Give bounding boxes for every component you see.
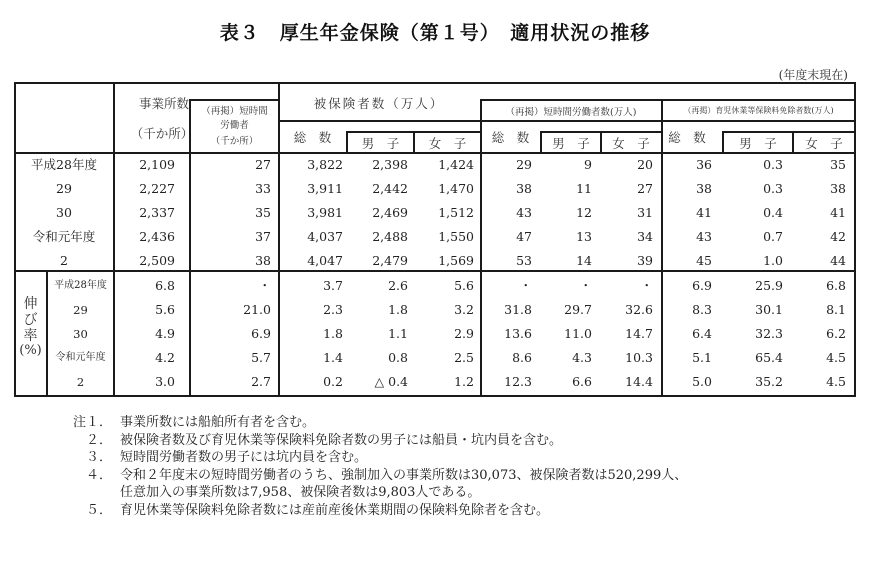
note-item [60, 502, 687, 520]
cell-cc-female: 38 [830, 181, 846, 196]
cell-cc-female: 44 [830, 253, 846, 268]
note-number: ４． [85, 467, 112, 483]
cell-st-female: 14.4 [625, 374, 653, 389]
note-text: 令和２年度末の短時間労働者のうち、強制加入の事業所数は30,073、被保険者数は520,299人、 [120, 467, 688, 483]
cell-cc-total: 38 [696, 181, 712, 196]
row-year-label: 30 [73, 327, 88, 341]
cell-cc-total: 5.0 [692, 374, 712, 389]
note-text: 短時間労働者数の男子には坑内員を含む。 [120, 450, 368, 465]
cell-cc-male: 1.0 [763, 253, 783, 268]
row-year-label: 平成28年度 [54, 280, 107, 291]
note-number: ５． [85, 502, 112, 518]
cell-ins-total: 3,822 [307, 157, 343, 172]
cell-offices: 4.9 [155, 326, 175, 341]
cell-cc-total: 5.1 [692, 350, 712, 365]
cell-offices: 2,436 [139, 229, 175, 244]
header-st-offices-l2: 労働者 [220, 120, 249, 131]
cell-ins-female: 1,470 [438, 181, 474, 196]
header-cc-total: 総 数 [668, 130, 706, 145]
note-number [60, 484, 120, 502]
cell-st-total: 53 [516, 253, 532, 268]
header-insured: 被保険者数（万人） [313, 96, 445, 111]
cell-st-offices: 6.9 [251, 326, 271, 341]
cell-st-offices: 35 [255, 205, 271, 220]
cell-ins-female: 1,424 [438, 157, 474, 172]
cell-ins-total: 3,981 [307, 205, 343, 220]
cell-st-male: 14 [576, 253, 592, 268]
cell-ins-male: 2,469 [372, 205, 408, 220]
cell-ins-male: 2,488 [372, 229, 408, 244]
row-year-label: 平成28年度 [31, 157, 97, 172]
cell-st-offices: ・ [258, 278, 271, 293]
header-st-female: 女 子 [612, 136, 650, 151]
cell-st-total: 43 [516, 205, 532, 220]
cell-cc-male: 25.9 [755, 278, 783, 293]
note-item [60, 432, 687, 450]
cell-cc-male: 32.3 [755, 326, 783, 341]
cell-ins-female: 3.2 [454, 302, 474, 317]
header-offices-unit: （千か所） [130, 126, 194, 141]
cell-ins-male: 0.8 [388, 350, 408, 365]
cell-ins-male: 2,479 [372, 253, 408, 268]
cell-st-total: 38 [516, 181, 532, 196]
cell-cc-male: 35.2 [755, 374, 783, 389]
cell-st-male: 11 [576, 181, 592, 196]
cell-offices: 6.8 [155, 278, 175, 293]
cell-st-male: ・ [579, 278, 592, 293]
page-title: 表３ 厚生年金保険（第１号） 適用状況の推移 [219, 22, 651, 44]
cc-mf-box-top [722, 131, 856, 133]
cell-ins-male: 2,398 [372, 157, 408, 172]
cell-st-offices: 38 [255, 253, 271, 268]
cell-cc-male: 0.3 [763, 157, 783, 172]
cell-st-offices: 33 [255, 181, 271, 196]
cell-st-male: 11.0 [564, 326, 592, 341]
cell-cc-female: 41 [830, 205, 846, 220]
cell-ins-female: 1.2 [454, 374, 474, 389]
cell-st-female: 34 [637, 229, 653, 244]
cell-st-male: 12 [576, 205, 592, 220]
note-text: 事業所数には船舶所有者を含む。 [120, 415, 316, 430]
table-border-bottom [14, 395, 856, 397]
growth-label-2: び [23, 312, 38, 328]
st-workers-box-top [480, 99, 856, 101]
cell-cc-female: 6.8 [826, 278, 846, 293]
cell-st-male: 29.7 [564, 302, 592, 317]
cell-cc-male: 30.1 [755, 302, 783, 317]
cell-ins-female: 1,569 [438, 253, 474, 268]
row-year-label: 令和元年度 [32, 229, 96, 244]
growth-label-3: 率 [23, 328, 38, 344]
cell-cc-female: 6.2 [826, 326, 846, 341]
cell-ins-male: △ 0.4 [374, 374, 408, 389]
cell-ins-male: 2,442 [372, 181, 408, 196]
cell-ins-total: 4,047 [307, 253, 343, 268]
cell-ins-total: 3,911 [307, 181, 343, 196]
cell-offices: 2,509 [139, 253, 175, 268]
cell-offices: 2,109 [139, 157, 175, 172]
cell-cc-female: 42 [830, 229, 846, 244]
insured-subheader-line [278, 120, 856, 122]
cell-ins-female: 1,550 [438, 229, 474, 244]
cell-st-female: 32.6 [625, 302, 653, 317]
cell-offices: 4.2 [155, 350, 175, 365]
row-year-label: 30 [56, 205, 72, 220]
cell-st-offices: 37 [255, 229, 271, 244]
note-item [60, 467, 687, 485]
cell-st-female: 27 [637, 181, 653, 196]
cell-st-total: ・ [519, 278, 532, 293]
cell-ins-total: 0.2 [323, 374, 343, 389]
cell-ins-total: 1.8 [323, 326, 343, 341]
note-number: ３． [85, 450, 112, 465]
note-text: 任意加入の事業所数は7,958、被保険者数は9,803人である。 [120, 485, 481, 500]
cell-st-female: 39 [637, 253, 653, 268]
cell-ins-total: 1.4 [323, 350, 343, 365]
cell-st-total: 31.8 [504, 302, 532, 317]
header-short-time-workers: （再掲）短時間労働者数(万人) [505, 107, 637, 118]
note-item [60, 484, 687, 502]
cell-st-female: 20 [637, 157, 653, 172]
cell-st-male: 4.3 [572, 350, 592, 365]
header-ins-total: 総 数 [293, 130, 332, 145]
cell-st-male: 13 [576, 229, 592, 244]
cell-ins-total: 2.3 [323, 302, 343, 317]
cell-offices: 5.6 [155, 302, 175, 317]
table-border-top [14, 82, 856, 84]
cell-cc-total: 43 [696, 229, 712, 244]
row-year-label: 2 [76, 375, 85, 389]
note-number: ２． [85, 432, 112, 448]
growth-label-4: (%) [19, 343, 42, 358]
notes-section [60, 414, 687, 519]
cell-ins-male: 1.8 [388, 302, 408, 317]
cell-st-offices: 21.0 [243, 302, 271, 317]
cell-st-offices: 2.7 [251, 374, 271, 389]
cell-cc-female: 8.1 [826, 302, 846, 317]
cell-st-female: 14.7 [625, 326, 653, 341]
header-cc-male: 男 子 [739, 136, 777, 151]
cell-ins-female: 2.9 [454, 326, 474, 341]
cell-st-female: 31 [637, 205, 653, 220]
cell-offices: 2,337 [139, 205, 175, 220]
header-st-male: 男 子 [552, 136, 590, 151]
row-year-label: 2 [60, 253, 68, 268]
cell-st-total: 12.3 [504, 374, 532, 389]
cell-cc-female: 35 [830, 157, 846, 172]
header-childcare-exempt: （再掲）育児休業等保険料免除者数(万人) [683, 106, 834, 115]
note-number: 注１． [72, 415, 112, 430]
header-ins-male: 男 子 [361, 136, 400, 151]
header-st-offices-l3: （千か所） [210, 136, 259, 147]
header-offices: 事業所数 [138, 96, 189, 111]
header-divider [14, 152, 856, 154]
cell-offices: 2,227 [139, 181, 175, 196]
note-item [60, 414, 687, 432]
cell-cc-total: 6.4 [692, 326, 712, 341]
cell-cc-total: 6.9 [692, 278, 712, 293]
as-of-note: (年度末現在) [778, 68, 848, 82]
header-st-total: 総 数 [491, 130, 530, 145]
cell-st-female: 10.3 [625, 350, 653, 365]
cell-ins-male: 2.6 [388, 278, 408, 293]
cell-cc-male: 0.3 [763, 181, 783, 196]
row-year-label: 29 [73, 303, 88, 317]
header-cc-female: 女 子 [805, 136, 843, 151]
cell-ins-total: 4,037 [307, 229, 343, 244]
cell-cc-total: 8.3 [692, 302, 712, 317]
cell-st-offices: 5.7 [251, 350, 271, 365]
cell-cc-total: 36 [696, 157, 712, 172]
cell-offices: 3.0 [155, 374, 175, 389]
section-divider [14, 270, 856, 272]
cell-st-total: 8.6 [512, 350, 532, 365]
cell-st-male: 9 [584, 157, 592, 172]
note-text: 育児休業等保険料免除者数には産前産後休業期間の保険料免除者を含む。 [120, 502, 550, 518]
cell-cc-male: 0.4 [763, 205, 783, 220]
cell-cc-male: 65.4 [755, 350, 783, 365]
cell-cc-male: 0.7 [763, 229, 783, 244]
growth-label-1: 伸 [23, 296, 38, 312]
cell-cc-female: 4.5 [826, 350, 846, 365]
cell-cc-total: 41 [696, 205, 712, 220]
cell-st-total: 13.6 [504, 326, 532, 341]
row-year-label: 令和元年度 [55, 352, 106, 363]
row-year-label: 29 [56, 181, 72, 196]
cell-st-offices: 27 [255, 157, 271, 172]
table-border-right [854, 82, 856, 397]
cell-st-total: 47 [516, 229, 532, 244]
note-item [60, 449, 687, 467]
cell-cc-total: 45 [696, 253, 712, 268]
cell-ins-female: 1,512 [438, 205, 474, 220]
header-st-offices-l1: （再掲）短時間 [201, 106, 268, 117]
cell-st-female: ・ [640, 278, 653, 293]
cell-ins-male: 1.1 [388, 326, 408, 341]
cell-ins-total: 3.7 [323, 278, 343, 293]
cell-ins-female: 5.6 [454, 278, 474, 293]
cell-ins-female: 2.5 [454, 350, 474, 365]
note-text: 被保険者数及び育児休業等保険料免除者数の男子には船員・坑内員を含む。 [120, 432, 563, 448]
cell-cc-female: 4.5 [826, 374, 846, 389]
cell-st-male: 6.6 [572, 374, 592, 389]
header-ins-female: 女 子 [428, 136, 467, 151]
cell-st-total: 29 [516, 157, 532, 172]
